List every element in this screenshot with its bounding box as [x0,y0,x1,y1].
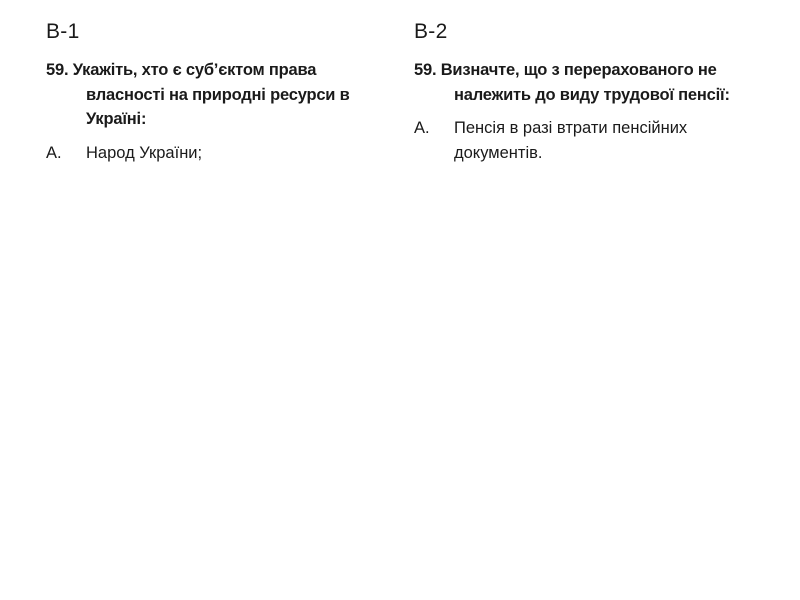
variant-column-2 [414,18,759,165]
variant-column-1 [46,18,391,165]
answer-option [46,141,391,166]
answer-letter: А. [46,143,62,162]
answer-option [414,116,759,165]
answer-text: Пенсія в разі втрати пенсійних документів. [454,119,688,162]
variant-title: В-2 [414,20,448,43]
answer-text: Народ України; [86,143,203,162]
question-text: 59. Укажіть, хто є суб’єктом права власності на природні ресурси в Україні: [46,61,350,128]
answer-letter: А. [414,119,430,137]
question-text: 59. Визначте, що з перерахованого не належить до виду трудової пенсії: [414,61,730,104]
variant-title: В-1 [46,20,80,43]
